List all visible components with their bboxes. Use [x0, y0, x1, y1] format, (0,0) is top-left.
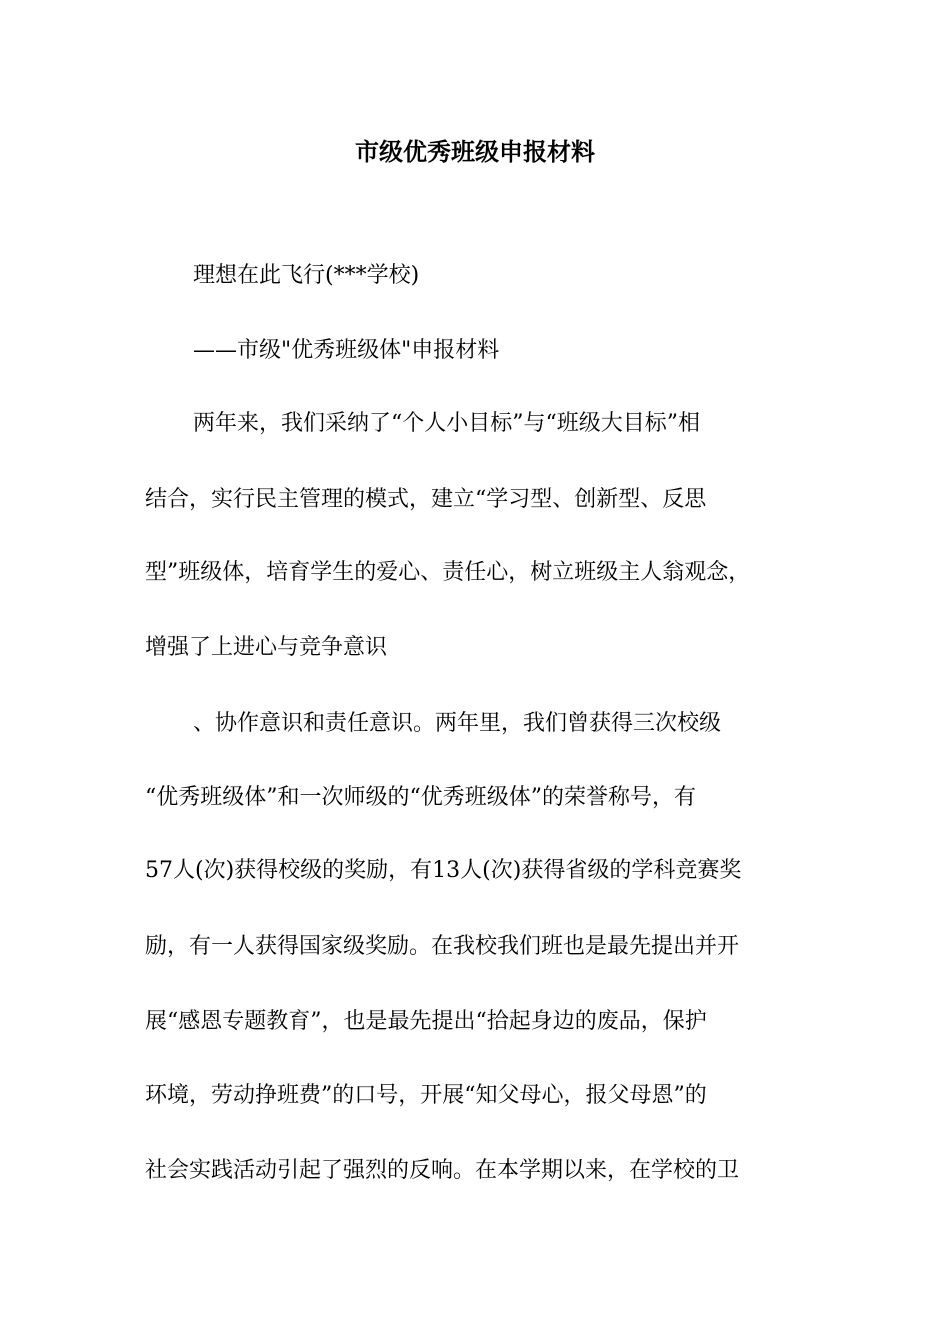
paragraph-line: 两年来，我们采纳了“个人小目标”与“班级大目标”相 — [193, 411, 700, 436]
paragraph-line: 、协作意识和责任意识。两年里，我们曾获得三次校级 — [193, 711, 722, 736]
paragraph-line: “优秀班级体”和一次师级的“优秀班级体”的荣誉称号，有 — [145, 785, 696, 810]
paragraph-line: 励，有一人获得国家级奖励。在我校我们班也是最先提出并开 — [145, 934, 740, 959]
paragraph-line: 环境，劳动挣班费”的口号，开展“知父母心，报父母恩”的 — [145, 1083, 707, 1108]
paragraph-line: 社会实践活动引起了强烈的反响。在本学期以来，在学校的卫 — [145, 1158, 740, 1183]
paragraph-line: 展“感恩专题教育”，也是最先提出“拾起身边的废品，保护 — [145, 1009, 707, 1034]
subtitle-line: 理想在此飞行(***学校) — [193, 263, 420, 288]
page-title: 市级优秀班级申报材料 — [355, 138, 595, 166]
paragraph-line: 结合，实行民主管理的模式，建立“学习型、创新型、反思 — [145, 487, 707, 512]
subtitle-line: ——市级"优秀班级体"申报材料 — [193, 338, 500, 363]
paragraph-line: 增强了上进心与竞争意识 — [145, 635, 388, 660]
paragraph-line: 57人(次)获得校级的奖励，有13人(次)获得省级的学科竞赛奖 — [145, 858, 742, 883]
paragraph-line: 型”班级体，培育学生的爱心、责任心，树立班级主人翁观念， — [145, 560, 751, 585]
